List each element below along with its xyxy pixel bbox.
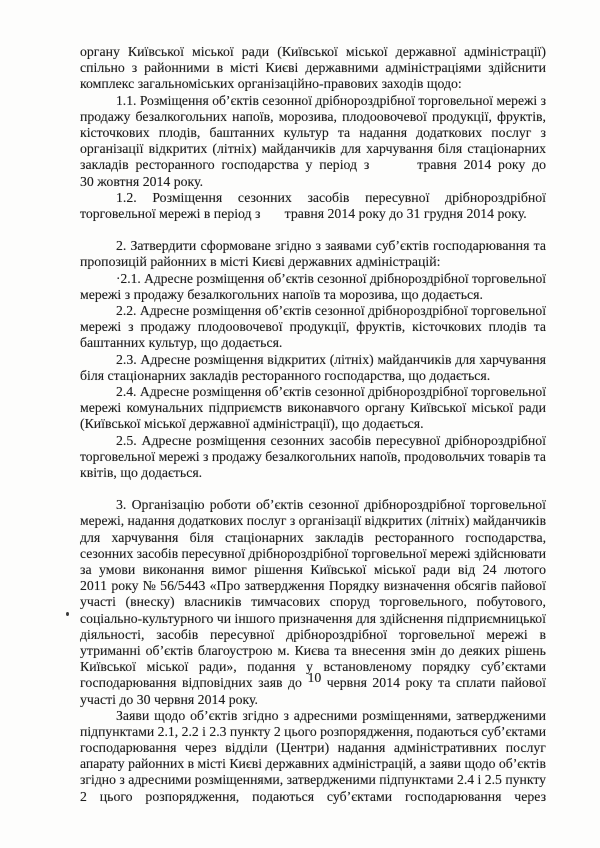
- text-line-content: за умови виконання вимог рішення Київської міської ради від 24 лютого: [80, 562, 546, 577]
- text-line: [80, 238, 546, 254]
- text-line: [80, 254, 546, 270]
- inserted-date-number: 10: [307, 670, 322, 686]
- text-line: [80, 740, 546, 756]
- text-line-content: підпунктами 2.1, 2.2 і 2.3 пункту 2 цього розпорядження, подаються суб’єктами: [80, 723, 547, 739]
- document-text-block: [80, 44, 546, 805]
- text-line: [80, 319, 546, 335]
- blank-line: [80, 481, 546, 497]
- blank-line: [80, 222, 546, 238]
- text-line-content: згідно з адресними розміщеннями, затвердженими підпунктами 2.4 і 2.5 пункту: [80, 772, 546, 788]
- text-line-content: 3. Організацію роботи об’єктів сезонної дрібнороздрібної торговельної: [116, 497, 547, 513]
- text-line: [80, 287, 546, 303]
- text-line: [80, 190, 546, 206]
- text-line: [80, 433, 546, 449]
- text-line: [80, 594, 546, 610]
- text-line-content: Київської міської ради», подання у встановленому порядку суб’єктами: [80, 659, 546, 675]
- text-line: [80, 60, 546, 76]
- text-line: [80, 611, 546, 627]
- text-line: [80, 109, 546, 125]
- text-line-content: закладів ресторанного господарства у період з травня 2014 року до: [80, 157, 547, 173]
- text-line: [80, 708, 546, 724]
- text-line: [80, 449, 546, 465]
- text-line-content: мережі з продажу плодоовочевої продукції, фруктів, кісточкових плодів та: [80, 319, 547, 335]
- text-line-content: спільно з районними в місті Києві державними адміністраціями здійснити: [80, 60, 546, 76]
- text-line-content: органу Київської міської ради (Київської міської державної адміністрації): [80, 44, 546, 59]
- text-line: [80, 562, 546, 578]
- text-line: [80, 692, 546, 708]
- text-line-content: 2 цього розпорядження, подаються суб’єктами господарювання через: [80, 788, 547, 804]
- text-line: [80, 44, 546, 60]
- text-line: [80, 93, 546, 109]
- text-line: [80, 141, 546, 157]
- text-line: [80, 76, 546, 92]
- text-line-content: мережі з продажу безалкогольних напоїв та морозива, що додається.: [80, 286, 483, 302]
- text-line: [80, 513, 546, 529]
- text-line: [80, 724, 546, 740]
- text-line: [80, 670, 546, 691]
- text-line-content: торговельної мережі в період з травня 2014 року до 31 грудня 2014 року.: [80, 205, 527, 221]
- text-line: [80, 578, 546, 594]
- text-line: [80, 335, 546, 351]
- text-line: [80, 206, 546, 222]
- text-line-content: 2.3. Адресне розміщення відкритих (літніх) майданчиків для харчування: [116, 351, 546, 367]
- text-line-content: господарювання через відділи (Центри) надання адміністративних послуг: [80, 740, 546, 756]
- text-line: [80, 157, 546, 173]
- text-line: [80, 384, 546, 400]
- text-line-content: 1.1. Розміщення об’єктів сезонної дрібнороздрібної торговельної мережі з: [116, 92, 546, 108]
- text-line: [80, 271, 546, 287]
- text-line-content: апарату районних в місті Києві державних адміністрацій, а заяви щодо об’єктів: [80, 756, 546, 772]
- text-line: [80, 497, 546, 513]
- text-line-content: 2.4. Адресне розміщення об’єктів сезонної дрібнороздрібної торговельної: [116, 383, 547, 399]
- text-line-content: для харчування біля стаціонарних закладів ресторанного господарства,: [80, 529, 547, 545]
- text-line: [80, 546, 546, 562]
- text-line-content: баштанних культур, що додається.: [80, 335, 283, 351]
- text-line-content: (Київської міської державної адміністрації), що додається.: [80, 416, 424, 432]
- text-line-content: соціально-культурного чи іншого призначення для здійснення підприємницької: [80, 610, 546, 626]
- text-line-content: участі до 30 червня 2014 року.: [80, 691, 258, 707]
- text-line-content: 2.5. Адресне розміщення сезонних засобів пересувної дрібнороздрібної: [116, 432, 546, 448]
- text-line-content: 2011 року № 56/5443 «Про затвердження Порядку визначення обсягів пайової: [80, 578, 546, 594]
- text-line-content: 2.2. Адресне розміщення об’єктів сезонної дрібнороздрібної торговельної: [116, 303, 547, 318]
- text-line-content: кісточкових плодів, баштанних культур та надання додаткових послуг з: [80, 124, 546, 140]
- text-line-content: сезонних засобів пересувної дрібнороздрібної торговельної мережі здійснювати: [80, 545, 546, 561]
- text-line-content: участі (внеску) власників тимчасових споруд торговельного, побутового,: [80, 594, 546, 610]
- text-line: [80, 643, 546, 659]
- text-line-content: квітів, що додається.: [80, 464, 203, 480]
- text-line-content: 2. Затвердити сформоване згідно з заявами суб’єктів господарювання та: [116, 238, 546, 254]
- text-line-content: торговельної мережі з продажу безалкогольних напоїв, продовольчих товарів та: [80, 448, 547, 464]
- text-line: [80, 303, 546, 319]
- text-line-content: мережі, надання додаткових послуг з організації відкритих (літніх) майданчиків: [80, 513, 547, 529]
- text-line-content: 30 жовтня 2014 року.: [80, 173, 204, 189]
- text-line-content: діяльності, засобів пересувної дрібнороздрібної торговельної мережі в: [80, 626, 546, 642]
- text-line: [80, 125, 546, 141]
- text-line-content: 1.2. Розміщення сезонних засобів пересувної дрібнороздрібної: [116, 189, 546, 205]
- text-line: [80, 174, 546, 190]
- text-line: [80, 465, 546, 481]
- scan-speck: [66, 612, 69, 616]
- text-line-content: продажу безалкогольних напоїв, морозива, плодоовочевої продукції, фруктів,: [80, 108, 546, 124]
- text-line-content: пропозицій районних в місті Києві державних адміністрацій:: [80, 254, 441, 270]
- text-line: [80, 416, 546, 432]
- text-line-content: Заяви щодо об’єктів згідно з адресними розміщеннями, затвердженими: [116, 707, 547, 723]
- text-line-content: мережі комунальних підприємств виконавчого органу Київської міської ради: [80, 400, 546, 416]
- text-line-content: організації відкритих (літніх) майданчиків для харчування біля стаціонарних: [80, 141, 546, 157]
- text-line: [80, 756, 546, 772]
- text-line: [80, 530, 546, 546]
- text-line: [80, 627, 546, 643]
- text-line: [80, 772, 546, 788]
- text-line-content: утриманні об’єктів благоустрою м. Києва та внесення змін до деяких рішень: [80, 642, 546, 658]
- text-line-content: ·2.1. Адресне розміщення об’єктів сезонної дрібнороздрібної торговельної: [116, 270, 547, 286]
- text-line: [80, 789, 546, 805]
- text-line-content: біля стаціонарних закладів ресторанного господарства, що додається.: [80, 367, 491, 383]
- text-line: [80, 368, 546, 384]
- text-line: [80, 400, 546, 416]
- text-line-content: господарювання відповідних заяв до 10 червня 2014 року та сплати пайової: [80, 670, 546, 691]
- text-line-content: комплекс загальноміських організаційно-правових заходів щодо:: [80, 76, 462, 92]
- text-line: [80, 352, 546, 368]
